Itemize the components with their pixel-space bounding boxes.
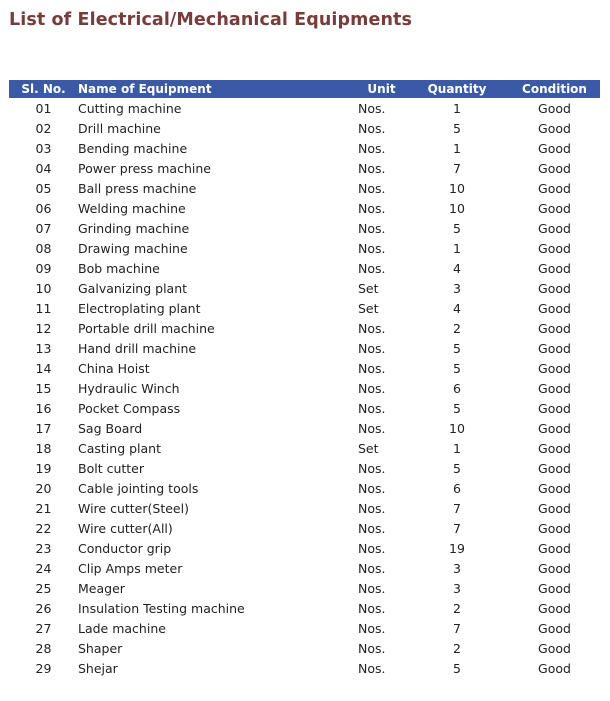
- table-row: [9, 418, 600, 438]
- cell-quantity: 5: [453, 400, 461, 416]
- cell-condition: Good: [538, 180, 571, 196]
- table-row: [9, 218, 600, 238]
- cell-sl-no: 23: [35, 540, 52, 556]
- table-row: [9, 138, 600, 158]
- cell-sl-no: 25: [35, 580, 52, 596]
- cell-unit: Nos.: [358, 360, 386, 376]
- cell-unit: Nos.: [358, 660, 386, 676]
- cell-sl-no: 10: [35, 280, 52, 296]
- cell-sl-no: 22: [35, 520, 52, 536]
- cell-condition: Good: [538, 560, 571, 576]
- cell-condition: Good: [538, 140, 571, 156]
- cell-sl-no: 24: [35, 560, 52, 576]
- cell-sl-no: 12: [35, 320, 52, 336]
- cell-equipment-name: Sag Board: [78, 420, 143, 436]
- cell-condition: Good: [538, 300, 571, 316]
- cell-unit: Nos.: [358, 400, 386, 416]
- cell-unit: Nos.: [358, 100, 386, 116]
- cell-equipment-name: Hydraulic Winch: [78, 380, 180, 396]
- cell-unit: Set: [358, 280, 379, 296]
- cell-sl-no: 16: [35, 400, 52, 416]
- header-name-of-equipment: Name of Equipment: [78, 80, 358, 98]
- cell-condition: Good: [538, 420, 571, 436]
- cell-quantity: 6: [453, 480, 461, 496]
- cell-equipment-name: Wire cutter(All): [78, 520, 173, 536]
- cell-equipment-name: Welding machine: [78, 200, 186, 216]
- cell-equipment-name: Electroplating plant: [78, 300, 201, 316]
- table-row: [9, 378, 600, 398]
- cell-equipment-name: Meager: [78, 580, 125, 596]
- table-row: [9, 118, 600, 138]
- cell-unit: Nos.: [358, 480, 386, 496]
- cell-equipment-name: Grinding machine: [78, 220, 190, 236]
- cell-unit: Nos.: [358, 520, 386, 536]
- cell-condition: Good: [538, 500, 571, 516]
- cell-condition: Good: [538, 260, 571, 276]
- cell-sl-no: 09: [35, 260, 52, 276]
- cell-sl-no: 27: [35, 620, 52, 636]
- cell-condition: Good: [538, 320, 571, 336]
- cell-equipment-name: Bending machine: [78, 140, 188, 156]
- cell-condition: Good: [538, 340, 571, 356]
- cell-sl-no: 05: [35, 180, 52, 196]
- cell-condition: Good: [538, 200, 571, 216]
- header-sl-no: Sl. No.: [9, 80, 78, 98]
- cell-sl-no: 29: [35, 660, 52, 676]
- cell-sl-no: 17: [35, 420, 52, 436]
- cell-quantity: 7: [453, 160, 461, 176]
- cell-equipment-name: Clip Amps meter: [78, 560, 183, 576]
- cell-unit: Nos.: [358, 420, 386, 436]
- cell-equipment-name: Drawing machine: [78, 240, 188, 256]
- cell-quantity: 7: [453, 520, 461, 536]
- cell-unit: Nos.: [358, 340, 386, 356]
- cell-unit: Nos.: [358, 540, 386, 556]
- cell-quantity: 5: [453, 120, 461, 136]
- equipment-table: [9, 80, 600, 678]
- cell-quantity: 1: [453, 100, 461, 116]
- cell-unit: Nos.: [358, 220, 386, 236]
- cell-quantity: 10: [449, 180, 465, 196]
- cell-sl-no: 01: [35, 100, 52, 116]
- cell-sl-no: 13: [35, 340, 52, 356]
- cell-quantity: 10: [449, 420, 465, 436]
- table-row: [9, 458, 600, 478]
- cell-sl-no: 21: [35, 500, 52, 516]
- cell-equipment-name: Lade machine: [78, 620, 166, 636]
- cell-quantity: 5: [453, 360, 461, 376]
- cell-equipment-name: Wire cutter(Steel): [78, 500, 189, 516]
- header-quantity: Quantity: [405, 80, 509, 98]
- cell-sl-no: 11: [35, 300, 52, 316]
- cell-quantity: 5: [453, 220, 461, 236]
- cell-sl-no: 20: [35, 480, 52, 496]
- cell-sl-no: 18: [35, 440, 52, 456]
- table-row: [9, 158, 600, 178]
- cell-unit: Nos.: [358, 640, 386, 656]
- cell-unit: Nos.: [358, 460, 386, 476]
- cell-quantity: 4: [453, 300, 461, 316]
- table-row: [9, 398, 600, 418]
- table-row: [9, 178, 600, 198]
- cell-quantity: 5: [453, 340, 461, 356]
- table-row: [9, 658, 600, 678]
- table-row: [9, 438, 600, 458]
- cell-quantity: 5: [453, 660, 461, 676]
- cell-sl-no: 15: [35, 380, 52, 396]
- cell-condition: Good: [538, 100, 571, 116]
- header-condition: Condition: [509, 80, 600, 98]
- table-row: [9, 538, 600, 558]
- cell-condition: Good: [538, 440, 571, 456]
- table-row: [9, 278, 600, 298]
- table-row: [9, 478, 600, 498]
- cell-unit: Nos.: [358, 600, 386, 616]
- cell-condition: Good: [538, 400, 571, 416]
- cell-unit: Nos.: [358, 260, 386, 276]
- cell-condition: Good: [538, 120, 571, 136]
- table-row: [9, 618, 600, 638]
- cell-quantity: 5: [453, 460, 461, 476]
- cell-unit: Nos.: [358, 580, 386, 596]
- cell-unit: Nos.: [358, 240, 386, 256]
- table-row: [9, 518, 600, 538]
- cell-equipment-name: Cutting machine: [78, 100, 182, 116]
- cell-unit: Nos.: [358, 140, 386, 156]
- header-unit: Unit: [358, 80, 405, 98]
- cell-equipment-name: Hand drill machine: [78, 340, 197, 356]
- cell-equipment-name: Insulation Testing machine: [78, 600, 245, 616]
- cell-equipment-name: Shaper: [78, 640, 123, 656]
- cell-unit: Nos.: [358, 380, 386, 396]
- cell-quantity: 1: [453, 440, 461, 456]
- table-header-row: [9, 80, 600, 98]
- table-row: [9, 98, 600, 118]
- cell-quantity: 3: [453, 560, 461, 576]
- cell-condition: Good: [538, 580, 571, 596]
- cell-condition: Good: [538, 520, 571, 536]
- cell-equipment-name: Galvanizing plant: [78, 280, 188, 296]
- cell-unit: Nos.: [358, 320, 386, 336]
- cell-sl-no: 04: [35, 160, 52, 176]
- cell-equipment-name: Bob machine: [78, 260, 160, 276]
- cell-equipment-name: Bolt cutter: [78, 460, 144, 476]
- cell-unit: Nos.: [358, 500, 386, 516]
- cell-sl-no: 08: [35, 240, 52, 256]
- cell-equipment-name: Shejar: [78, 660, 118, 676]
- cell-unit: Nos.: [358, 180, 386, 196]
- cell-equipment-name: Cable jointing tools: [78, 480, 199, 496]
- cell-condition: Good: [538, 360, 571, 376]
- cell-condition: Good: [538, 540, 571, 556]
- cell-equipment-name: Ball press machine: [78, 180, 197, 196]
- cell-condition: Good: [538, 660, 571, 676]
- cell-quantity: 2: [453, 320, 461, 336]
- cell-condition: Good: [538, 480, 571, 496]
- cell-condition: Good: [538, 240, 571, 256]
- cell-unit: Nos.: [358, 160, 386, 176]
- cell-sl-no: 07: [35, 220, 52, 236]
- cell-unit: Set: [358, 440, 379, 456]
- cell-equipment-name: Power press machine: [78, 160, 211, 176]
- cell-sl-no: 06: [35, 200, 52, 216]
- cell-equipment-name: China Hoist: [78, 360, 150, 376]
- cell-quantity: 3: [453, 280, 461, 296]
- cell-equipment-name: Casting plant: [78, 440, 161, 456]
- cell-condition: Good: [538, 600, 571, 616]
- table-row: [9, 298, 600, 318]
- cell-sl-no: 14: [35, 360, 52, 376]
- table-row: [9, 638, 600, 658]
- cell-unit: Nos.: [358, 560, 386, 576]
- table-row: [9, 558, 600, 578]
- table-row: [9, 358, 600, 378]
- table-row: [9, 598, 600, 618]
- table-row: [9, 238, 600, 258]
- table-row: [9, 578, 600, 598]
- cell-quantity: 7: [453, 500, 461, 516]
- table-row: [9, 198, 600, 218]
- cell-equipment-name: Pocket Compass: [78, 400, 181, 416]
- cell-sl-no: 28: [35, 640, 52, 656]
- cell-quantity: 19: [449, 540, 465, 556]
- cell-quantity: 1: [453, 240, 461, 256]
- cell-sl-no: 02: [35, 120, 52, 136]
- cell-quantity: 3: [453, 580, 461, 596]
- cell-condition: Good: [538, 160, 571, 176]
- table-row: [9, 258, 600, 278]
- cell-unit: Nos.: [358, 200, 386, 216]
- cell-equipment-name: Conductor grip: [78, 540, 172, 556]
- cell-condition: Good: [538, 640, 571, 656]
- cell-quantity: 6: [453, 380, 461, 396]
- cell-equipment-name: Drill machine: [78, 120, 161, 136]
- page-title: List of Electrical/Mechanical Equipments: [9, 10, 412, 30]
- cell-condition: Good: [538, 380, 571, 396]
- cell-unit: Nos.: [358, 620, 386, 636]
- equipment-table-body: [9, 98, 600, 678]
- cell-condition: Good: [538, 620, 571, 636]
- cell-unit: Nos.: [358, 120, 386, 136]
- table-row: [9, 498, 600, 518]
- cell-sl-no: 03: [35, 140, 52, 156]
- cell-condition: Good: [538, 460, 571, 476]
- cell-condition: Good: [538, 280, 571, 296]
- table-row: [9, 318, 600, 338]
- cell-unit: Set: [358, 300, 379, 316]
- table-row: [9, 338, 600, 358]
- cell-quantity: 7: [453, 620, 461, 636]
- cell-quantity: 2: [453, 640, 461, 656]
- cell-quantity: 4: [453, 260, 461, 276]
- cell-sl-no: 26: [35, 600, 52, 616]
- cell-quantity: 2: [453, 600, 461, 616]
- cell-quantity: 1: [453, 140, 461, 156]
- cell-quantity: 10: [449, 200, 465, 216]
- cell-equipment-name: Portable drill machine: [78, 320, 215, 336]
- cell-condition: Good: [538, 220, 571, 236]
- cell-sl-no: 19: [35, 460, 52, 476]
